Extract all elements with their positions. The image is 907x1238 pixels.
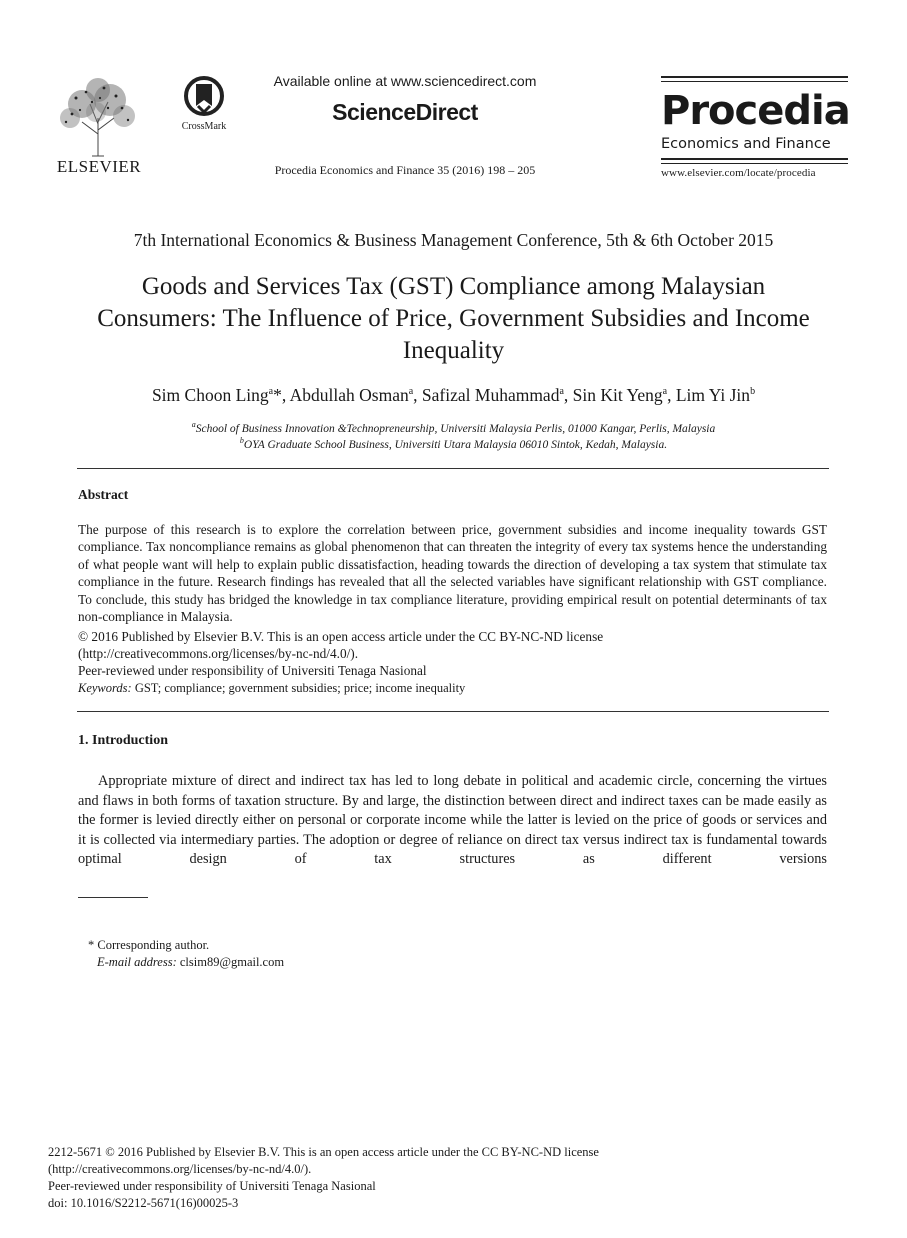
author-separator: ,: [667, 385, 676, 405]
sciencedirect-brand[interactable]: ScienceDirect: [332, 99, 478, 125]
procedia-title: Procedia: [661, 88, 850, 134]
keywords-label: Keywords:: [78, 681, 132, 695]
email-label: E-mail address:: [97, 955, 177, 969]
masthead-rule: [661, 158, 848, 160]
keywords-list: GST; compliance; government subsidies; price; income inequality: [134, 681, 466, 695]
footer-license-line: (http://creativecommons.org/licenses/by-nc-nd/4.0/).: [48, 1162, 312, 1176]
available-online: Available online at www.sciencedirect.com: [273, 73, 537, 89]
procedia-url[interactable]: www.elsevier.com/locate/procedia: [661, 167, 816, 179]
author-name: Abdullah Osman: [289, 385, 409, 405]
abstract-heading: Abstract: [78, 487, 129, 502]
affiliation: [60, 436, 847, 451]
procedia-subtitle: Economics and Finance: [661, 136, 831, 152]
author-affiliation-mark: a: [559, 386, 564, 398]
abstract-body: The purpose of this research is to explore the correlation between price, government subsidies and income inequality towards GST compliance. Tax noncompliance remains as global phenomenon that can threaten the integrity of every tax systems hence the understanding of what people want will help to explain public dissatisfaction, heading towards the direction of developing a tax system that stimulate tax compliance in the future. Research findings has revealed that all the selected variables have significant relationship with GST compliance. To conclude, this study has bridged the knowledge in tax compliance literature, providing empirical result on potential determinants of tax non-compliance in Malaysia.: [78, 522, 827, 625]
author-affiliation-mark: b: [750, 386, 756, 398]
section-divider: [77, 468, 829, 469]
affiliation-text: OYA Graduate School Business, Universiti Utara Malaysia 06010 Sintok, Kedah, Malaysia.: [243, 439, 668, 451]
procedia-masthead: [661, 76, 848, 179]
author-name: Safizal Muhammad: [421, 385, 560, 405]
masthead-rule: [661, 81, 848, 82]
crossmark-icon: [178, 76, 230, 116]
license-link[interactable]: http://creativecommons.org/licenses/by-nc-nd/4.0/: [82, 646, 351, 661]
masthead-rule: [661, 76, 848, 78]
author-separator: ,: [281, 385, 290, 405]
email-line: [97, 955, 284, 970]
footer-peer-review: Peer-reviewed under responsibility of Universiti Tenaga Nasional: [48, 1179, 376, 1193]
author-name: Lim Yi Jin: [675, 385, 751, 405]
corresponding-mark: *: [273, 385, 282, 405]
corresponding-author-note: * Corresponding author.: [88, 938, 210, 952]
footer-license-link[interactable]: http://creativecommons.org/licenses/by-nc-nd/4.0/: [52, 1162, 304, 1176]
author-separator: ,: [563, 385, 573, 405]
introduction-paragraph: Appropriate mixture of direct and indirect tax has led to long debate in political and academic circle, concerning the virtues and flaws in both forms of taxation structure. By and large, the distinction between direct and indirect taxes can be made easily as the former is levied directly either on personal or corporate income while the latter is levied on the price of goods or services and it is collected via intermediary parties. The adoption or degree of reliance on direct tax versus indirect tax is fundamental towards optimal design of tax structures as different versions: [78, 773, 827, 867]
affiliation-text: School of Business Innovation &Technopreneurship, Universiti Malaysia Perlis, 01000 Kangar, Perlis, Malaysia: [195, 423, 716, 435]
masthead-rule: [661, 163, 848, 164]
crossmark-label: CrossMark: [181, 121, 227, 132]
section-divider: [77, 711, 829, 712]
footer-issn-line: 2212-5671 © 2016 Published by Elsevier B.V. This is an open access article under the CC BY-NC-ND license: [48, 1145, 599, 1159]
journal-reference: Procedia Economics and Finance 35 (2016) 198 – 205: [274, 163, 536, 177]
crossmark-badge[interactable]: [178, 76, 230, 132]
footnote-rule: [78, 897, 148, 898]
affiliation-key: a: [191, 420, 196, 430]
affiliation: [60, 420, 847, 435]
conference-line: 7th International Economics & Business Management Conference, 5th & 6th October 2015: [133, 230, 774, 250]
section-heading: 1. Introduction: [78, 733, 168, 748]
publisher-name: ELSEVIER: [56, 157, 142, 176]
peer-review-note: Peer-reviewed under responsibility of Universiti Tenaga Nasional: [78, 663, 427, 678]
author-affiliation-mark: a: [662, 386, 668, 398]
author-affiliation-mark: a: [408, 386, 414, 398]
author-separator: ,: [413, 385, 422, 405]
license-link-line: (http://creativecommons.org/licenses/by-nc-nd/4.0/).: [78, 646, 359, 661]
footer-doi[interactable]: doi: 10.1016/S2212-5671(16)00025-3: [48, 1196, 239, 1210]
copyright-notice: © 2016 Published by Elsevier B.V. This is an open access article under the CC BY-NC-ND license: [78, 629, 604, 644]
author-affiliation-mark: a: [268, 386, 274, 398]
author-list: [40, 385, 867, 406]
author-name: Sin Kit Yeng: [572, 385, 663, 405]
author-name: Sim Choon Ling: [151, 385, 269, 405]
affiliation-key: b: [239, 436, 244, 446]
email-address[interactable]: clsim89@gmail.com: [179, 955, 285, 969]
keywords-line: [78, 681, 465, 696]
paper-title: Goods and Services Tax (GST) Compliance among Malaysian Consumers: The Influence of Price, Government Subsidies and Income Inequality: [97, 273, 810, 364]
